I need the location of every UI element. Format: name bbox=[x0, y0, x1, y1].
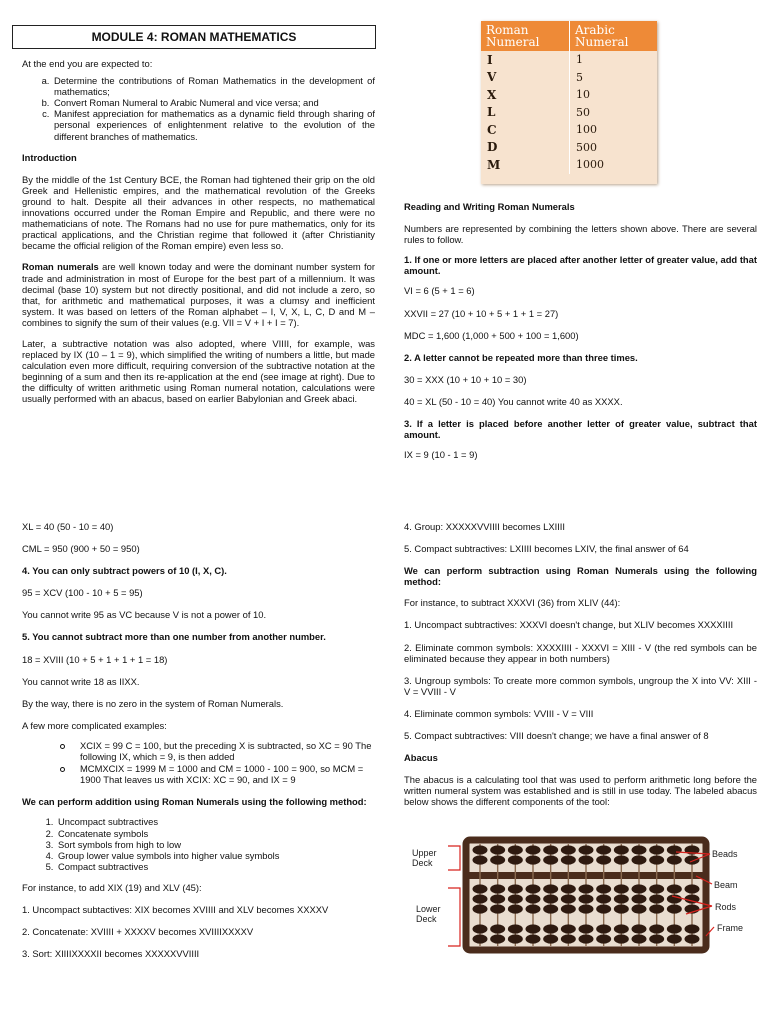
example-line: 3. Ungroup symbols: To create more common symbols, ungroup the X into VV: XIII - V = VVIII - V bbox=[404, 674, 757, 697]
rule-5: 5. You cannot subtract more than one number from another number. bbox=[22, 631, 326, 643]
abacus-bead bbox=[543, 934, 558, 943]
abacus-bead bbox=[579, 924, 594, 933]
abacus-bead bbox=[614, 894, 629, 903]
abacus-bead bbox=[508, 894, 523, 903]
abacus-bead bbox=[596, 884, 611, 893]
abacus-bead bbox=[667, 934, 682, 943]
abacus-bead bbox=[543, 924, 558, 933]
table-row bbox=[481, 139, 657, 157]
abacus-bead bbox=[596, 845, 611, 854]
example-line: You cannot write 18 as IIXX. bbox=[22, 675, 140, 687]
abacus-bead bbox=[473, 894, 488, 903]
abacus-bead bbox=[632, 904, 647, 913]
abacus-bead bbox=[649, 884, 664, 893]
abacus-bead bbox=[561, 894, 576, 903]
roman-numerals-paragraph bbox=[22, 261, 375, 328]
example-line: CML = 950 (900 + 50 = 950) bbox=[22, 543, 140, 555]
abacus-bead bbox=[473, 924, 488, 933]
objective-item: a. Determine the contributions of Roman Mathematics in the development of mathematics; bbox=[52, 75, 375, 97]
abacus-bead bbox=[667, 904, 682, 913]
table-row bbox=[481, 104, 657, 122]
abacus-bead bbox=[685, 934, 700, 943]
objectives-list bbox=[22, 75, 375, 142]
abacus-bead bbox=[632, 855, 647, 864]
abacus-bead bbox=[490, 924, 505, 933]
abacus-bead bbox=[614, 845, 629, 854]
abacus-bead bbox=[667, 884, 682, 893]
abacus-bead bbox=[579, 894, 594, 903]
example-line: XXVII = 27 (10 + 10 + 5 + 1 + 1 = 27) bbox=[404, 307, 559, 319]
abacus-bead bbox=[649, 924, 664, 933]
arabic-cell: 50 bbox=[570, 104, 658, 122]
right-bottom-column bbox=[404, 521, 757, 808]
abacus-bead bbox=[596, 904, 611, 913]
roman-cell: X bbox=[487, 87, 497, 102]
abacus-bead bbox=[543, 894, 558, 903]
list-item: 4. Group lower value symbols into higher value symbols bbox=[56, 850, 375, 861]
rule-1: 1. If one or more letters are placed after another letter of greater value, add that amount. bbox=[404, 254, 757, 277]
abacus-bead bbox=[508, 934, 523, 943]
example-line: 4. Eliminate common symbols: VVIII - V = VIII bbox=[404, 707, 594, 719]
example-line: 1. Uncompact subtactives: XIX becomes XVIIII and XLV becomes XXXXV bbox=[22, 903, 329, 915]
abacus-bead bbox=[526, 855, 541, 864]
upper-deck-label-line: Deck bbox=[412, 858, 433, 869]
abacus-bead bbox=[490, 934, 505, 943]
example-line: 40 = XL (50 - 10 = 40) You cannot write 40 as XXXX. bbox=[404, 395, 623, 407]
rules-intro: Numbers are represented by combining the letters shown above. There are several rules to follow. bbox=[404, 223, 757, 246]
abacus-bead bbox=[579, 904, 594, 913]
abacus-bead bbox=[490, 845, 505, 854]
roman-numeral-header: Roman Numeral bbox=[481, 21, 570, 51]
abacus-bead bbox=[614, 904, 629, 913]
abacus-bead bbox=[508, 845, 523, 854]
abacus-bead bbox=[614, 934, 629, 943]
abacus-bead bbox=[596, 894, 611, 903]
abacus-bead bbox=[649, 855, 664, 864]
arabic-cell: 100 bbox=[570, 121, 658, 139]
objective-item: b. Convert Roman Numeral to Arabic Numeral and vice versa; and bbox=[52, 97, 375, 108]
abacus-bead bbox=[667, 924, 682, 933]
abacus-bead bbox=[526, 904, 541, 913]
example-line: 5. Compact subtractives: VIII doesn't change; we have a final answer of 8 bbox=[404, 730, 709, 742]
addition-heading: We can perform addition using Roman Numerals using the following method: bbox=[22, 796, 367, 808]
list-item: MCMXCIX = 1999 M = 1000 and CM = 1000 - 100 = 900, so MCM = 1900 That leaves us with XCIX: XC = 90, and IX = 9 bbox=[80, 763, 375, 785]
arabic-cell: 500 bbox=[570, 139, 658, 157]
abacus-bead bbox=[667, 845, 682, 854]
roman-cell: V bbox=[487, 70, 497, 85]
list-item: 2. Concatenate symbols bbox=[56, 828, 375, 839]
abacus-bead bbox=[632, 934, 647, 943]
roman-cell: C bbox=[487, 122, 497, 137]
example-line: 2. Eliminate common symbols: XXXXIIII - XXXVI = XIII - V (the red symbols can be eliminated because they appear in both numbers) bbox=[404, 641, 757, 664]
rule-4: 4. You can only subtract powers of 10 (I, X, C). bbox=[22, 565, 227, 577]
example-line: MDC = 1,600 (1,000 + 500 + 100 = 1,600) bbox=[404, 329, 579, 341]
abacus-bead bbox=[596, 934, 611, 943]
abacus-bead bbox=[649, 894, 664, 903]
roman-numeral-table bbox=[481, 21, 657, 184]
example-line: 4. Group: XXXXXVVIIII becomes LXIIII bbox=[404, 521, 566, 532]
abacus-bead bbox=[649, 904, 664, 913]
beads-label: Beads bbox=[712, 849, 738, 859]
lower-deck-label bbox=[416, 904, 441, 925]
roman-cell: M bbox=[487, 157, 501, 172]
addition-steps bbox=[22, 816, 375, 871]
abacus-bead bbox=[685, 884, 700, 893]
example-line: 95 = XCV (100 - 10 + 5 = 95) bbox=[22, 587, 143, 599]
introduction-paragraph: By the middle of the 1st Century BCE, the Roman had tightened their grip on the old Greek and Hellenistic empires, and the mathematical revolution of the Greeks ground to halt. Despite all their advances in other respects, no mathematical innovations occurred under the Roman Empire and Republic, and there were no mathematicians of note. The Romans had no use for pure mathematics, only for its practical applications, and the Christian regime that followed it (after Christianity became the official religion of the Roman empire) even less so. bbox=[22, 173, 375, 252]
roman-cell: D bbox=[487, 140, 498, 155]
arabic-numeral-header: Arabic Numeral bbox=[570, 21, 658, 51]
abacus-paragraph: The abacus is a calculating tool that was used to perform arithmetic long before the written numeral system was established and is still in use today. The labeled abacus below shows the different components of the tool: bbox=[404, 774, 757, 808]
subtractive-notation-paragraph: Later, a subtractive notation was also adopted, where VIIII, for example, was replaced by IX (10 – 1 = 9), which simplified the writing of numbers a little, but made calculation even more difficult, requiring conversion of the subtractive notation at the beginning of a sum and then its re-application at the end (see image at right). Due to the difficulty of written arithmetic using Roman numeral notation, calculations were usually performed with an abacus, based on earlier Babylonian and Greek abaci. bbox=[22, 337, 375, 405]
table-row bbox=[481, 86, 657, 104]
abacus-bead bbox=[508, 924, 523, 933]
arabic-cell: 1000 bbox=[570, 156, 658, 174]
subtraction-heading: We can perform subtraction using Roman Numerals using the following method: bbox=[404, 565, 757, 588]
frame-label: Frame bbox=[717, 923, 744, 933]
abacus-heading: Abacus bbox=[404, 752, 438, 764]
intro-line: At the end you are expected to: bbox=[22, 58, 153, 69]
example-line: 5. Compact subtractives: LXIIII becomes LXIV, the final answer of 64 bbox=[404, 543, 689, 555]
abacus-bead bbox=[632, 884, 647, 893]
abacus-bead bbox=[508, 855, 523, 864]
abacus-bead bbox=[596, 855, 611, 864]
abacus-bead bbox=[632, 845, 647, 854]
upper-deck-label-line: Upper bbox=[412, 848, 437, 858]
example-line: 2. Concatenate: XVIIII + XXXXV becomes XVIIIIXXXXV bbox=[22, 926, 254, 938]
page-title: MODULE 4: ROMAN MATHEMATICS bbox=[12, 25, 376, 49]
roman-numerals-term: Roman numerals bbox=[22, 261, 99, 273]
abacus-bead bbox=[561, 855, 576, 864]
introduction-heading: Introduction bbox=[22, 151, 77, 163]
abacus-bead bbox=[526, 894, 541, 903]
abacus-bead bbox=[490, 894, 505, 903]
abacus-bead bbox=[649, 934, 664, 943]
abacus-bead bbox=[596, 924, 611, 933]
abacus-bead bbox=[579, 855, 594, 864]
complex-examples-list bbox=[22, 740, 375, 785]
arabic-cell: 5 bbox=[570, 69, 658, 87]
abacus-bead bbox=[508, 904, 523, 913]
left-top-column bbox=[22, 58, 375, 405]
example-line: 3. Sort: XIIIIXXXXII becomes XXXXXVVIIII bbox=[22, 948, 200, 960]
list-item: 3. Sort symbols from high to low bbox=[56, 839, 375, 850]
rule-3: 3. If a letter is placed before another letter of greater value, subtract that amount. bbox=[404, 418, 757, 441]
abacus-bead bbox=[685, 855, 700, 864]
table-row bbox=[481, 69, 657, 87]
table-row bbox=[481, 156, 657, 174]
lower-deck-label-line: Lower bbox=[416, 904, 441, 914]
abacus-bead bbox=[579, 845, 594, 854]
right-top-column bbox=[404, 201, 757, 460]
roman-cell: I bbox=[487, 52, 493, 67]
abacus-bead bbox=[508, 884, 523, 893]
abacus-bead bbox=[473, 904, 488, 913]
abacus-bead bbox=[473, 934, 488, 943]
abacus-bead bbox=[649, 845, 664, 854]
example-line: For instance, to add XIX (19) and XLV (45): bbox=[22, 881, 202, 893]
example-line: IX = 9 (10 - 1 = 9) bbox=[404, 449, 478, 461]
abacus-bead bbox=[667, 855, 682, 864]
rods-label: Rods bbox=[715, 902, 737, 912]
roman-numerals-text: are well known today and were the dominant number system for trade and administration in most of Europe for the best part of a millennium. It was decimal (base 10) system but not directly positional, and did not include a zero, so that, for arithmetic and mathematical purposes, it was a clumsy and inefficient system. It was based on letters of the Roman alphabet – I, V, X, L, C, D and M – combines to signify the sum of their values (e.g. VII = V + I + I = 7). bbox=[22, 261, 375, 328]
example-line: 18 = XVIII (10 + 5 + 1 + 1 + 1 = 18) bbox=[22, 653, 168, 665]
abacus-bead bbox=[561, 845, 576, 854]
abacus-bead bbox=[614, 855, 629, 864]
upper-deck-label bbox=[412, 848, 437, 869]
abacus-bead bbox=[473, 845, 488, 854]
deck-bracket bbox=[448, 846, 460, 946]
example-line: 1. Uncompact subtractives: XXXVI doesn't change, but XLIV becomes XXXXIIII bbox=[404, 619, 734, 631]
abacus-bead bbox=[579, 884, 594, 893]
abacus-bead bbox=[632, 924, 647, 933]
abacus-bead bbox=[579, 934, 594, 943]
lower-deck-label-line: Deck bbox=[416, 914, 437, 925]
abacus-bead bbox=[685, 924, 700, 933]
abacus-bead bbox=[561, 934, 576, 943]
abacus-bead bbox=[490, 855, 505, 864]
abacus-bead bbox=[614, 884, 629, 893]
abacus-bead bbox=[561, 884, 576, 893]
beam-label: Beam bbox=[714, 880, 738, 890]
example-line: By the way, there is no zero in the system of Roman Numerals. bbox=[22, 697, 284, 709]
example-line: You cannot write 95 as VC because V is not a power of 10. bbox=[22, 609, 267, 621]
abacus-bead bbox=[543, 855, 558, 864]
example-line: 30 = XXX (10 + 10 + 10 = 30) bbox=[404, 373, 527, 385]
example-line: For instance, to subtract XXXVI (36) from XLIV (44): bbox=[404, 597, 621, 609]
left-bottom-column bbox=[22, 521, 375, 959]
abacus-bead bbox=[614, 924, 629, 933]
example-line: A few more complicated examples: bbox=[22, 719, 167, 731]
abacus-bead bbox=[667, 894, 682, 903]
arabic-cell: 1 bbox=[570, 51, 658, 69]
abacus-bead bbox=[526, 845, 541, 854]
abacus-bead bbox=[561, 904, 576, 913]
example-line: VI = 6 (5 + 1 = 6) bbox=[404, 285, 475, 297]
abacus-bead bbox=[473, 884, 488, 893]
rule-2: 2. A letter cannot be repeated more than three times. bbox=[404, 351, 638, 363]
abacus-bead bbox=[490, 904, 505, 913]
abacus-bead bbox=[543, 845, 558, 854]
abacus-bead bbox=[526, 924, 541, 933]
abacus-bead bbox=[543, 884, 558, 893]
abacus-bead bbox=[473, 855, 488, 864]
abacus-figure bbox=[404, 832, 756, 962]
abacus-bead bbox=[490, 884, 505, 893]
roman-cell: L bbox=[487, 105, 496, 120]
abacus-bead bbox=[526, 934, 541, 943]
list-item: 1. Uncompact subtractives bbox=[56, 816, 375, 827]
list-item: 5. Compact subtractives bbox=[56, 861, 375, 872]
abacus-bead bbox=[526, 884, 541, 893]
table-row bbox=[481, 121, 657, 139]
objective-item: c. Manifest appreciation for mathematics as a dynamic field through sharing of personal experiences of enlightenment relative to the evolution of the different branches of mathematics. bbox=[52, 108, 375, 141]
table-row bbox=[481, 51, 657, 69]
abacus-bead bbox=[561, 924, 576, 933]
abacus-bead bbox=[543, 904, 558, 913]
list-item: XCIX = 99 C = 100, but the preceding X is subtracted, so XC = 90 The following IX, which = 9, is then added bbox=[80, 740, 375, 762]
example-line: XL = 40 (50 - 10 = 40) bbox=[22, 521, 114, 532]
reading-writing-heading: Reading and Writing Roman Numerals bbox=[404, 201, 575, 212]
abacus-bead bbox=[632, 894, 647, 903]
abacus-drawing bbox=[404, 832, 756, 962]
arabic-cell: 10 bbox=[570, 86, 658, 104]
